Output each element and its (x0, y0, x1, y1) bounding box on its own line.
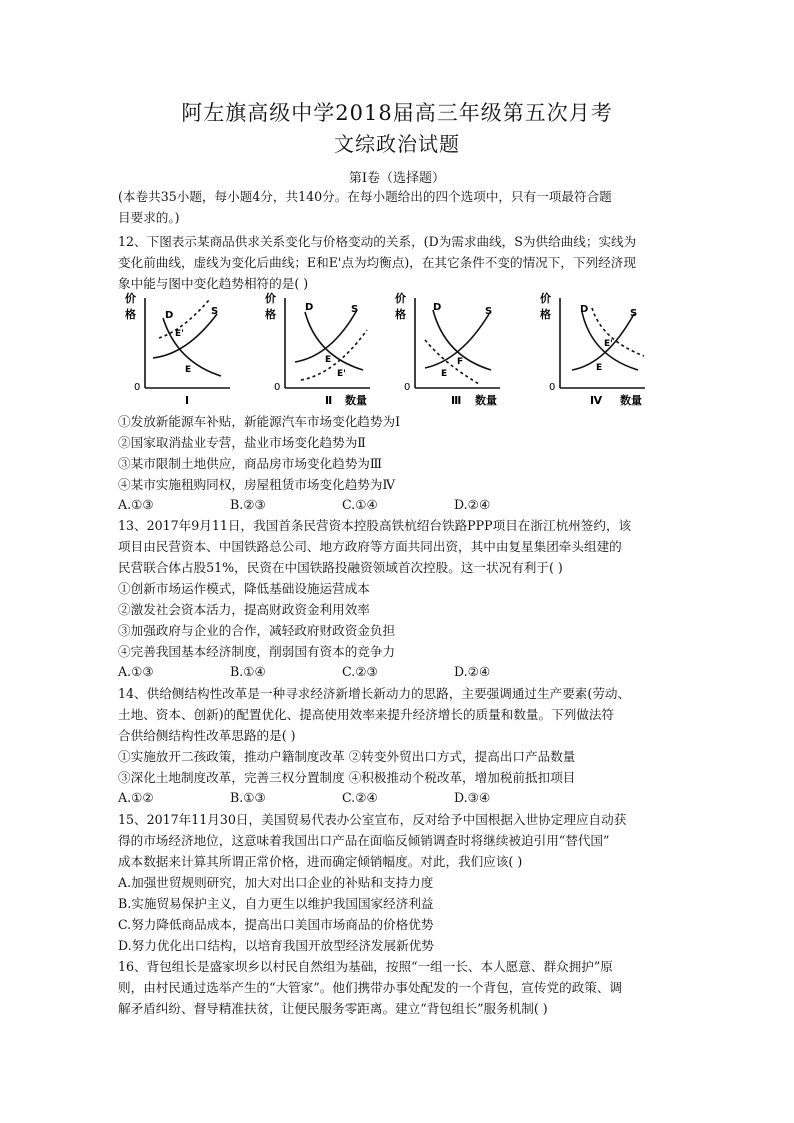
q16-stem-line-3: 解矛盾纠纷、督导精准扶贫，让便民服务零距离。建立“背包组长”服务机制( ) (118, 1001, 548, 1016)
q13-option-c[interactable]: C.②③ (342, 664, 378, 679)
q12-option-c[interactable]: C.①④ (342, 497, 378, 512)
chart-1-supply-curve (153, 314, 217, 358)
q14-stem-line-3: 合供给侧结构性改革思路的是( ) (118, 728, 296, 743)
q14-option-d[interactable]: D.③④ (454, 790, 491, 805)
q14-option-a[interactable]: A.①② (118, 790, 154, 805)
chart-1-d-label: D (165, 310, 174, 321)
q15-stem-line-2: 得的市场经济地位，这意味着我国出口产品在面临反倾销调查时将继续被迫引用“替代国” (118, 833, 610, 848)
q13-stem-line-1: 13、2017年9月11日，我国首条民营资本控股高铁杭绍台铁路PPP项目在浙江杭州签约，该 (118, 518, 632, 533)
q12-stem-line-2: 变化前曲线，虚线为变化后曲线；E和E'点为均衡点)，在其它条件不变的情况下，下列经济现 (118, 255, 636, 270)
q13-stem-line-2: 项目由民营资本、中国铁路总公司、地方政府等方面共同出资，其中由复星集团牵头组建的 (118, 539, 622, 554)
q16-stem-line-1: 16、背包组长是盛家坝乡以村民自然组为基础，按照“一组一长、本人愿意、群众拥护”原 (118, 959, 613, 974)
chart-3-ylabel-1: 价 (395, 292, 406, 305)
q14-statement-line-1: ①实施放开二孩政策，推动户籍制度改革 ②转变外贸出口方式，提高出口产品数量 (118, 749, 576, 764)
chart-1-e2-label: E' (175, 329, 184, 339)
chart-3-origin: 0 (404, 382, 411, 393)
q13-statement-3: ③加强政府与企业的合作，减轻政府财政资金负担 (118, 623, 396, 638)
chart-4-ylabel-1: 价 (540, 292, 551, 305)
chart-1-ylabel-2: 格 (125, 308, 136, 321)
chart-2-e2-label: E' (337, 369, 346, 379)
q14-option-b[interactable]: B.①③ (230, 790, 266, 805)
q13-statement-2: ②激发社会资本活力，提高财政资金利用效率 (118, 602, 370, 617)
chart-4-supply-curve (572, 314, 634, 370)
q12-statement-2: ②国家取消盐业专营，盐业市场变化趋势为Ⅱ (118, 435, 366, 450)
chart-1-roman: Ⅰ (185, 394, 190, 407)
chart-4-roman: Ⅳ (590, 394, 603, 407)
q13-stem-line-3: 民营联合体占股51%，民资在中国铁路投融资领域首次控股。这一状况有利于( ) (118, 560, 563, 575)
q14-statement-line-2: ③深化土地制度改革，完善三权分置制度 ④积极推动个税改革，增加税前抵扣项目 (118, 770, 576, 785)
chart-4-d-label: D (580, 304, 589, 315)
q13-option-a[interactable]: A.①③ (118, 664, 154, 679)
chart-3-e2-label: F (457, 357, 464, 367)
chart-2-e-label: E (325, 355, 332, 365)
q12-statement-4: ④某市实施租购同权，房屋租赁市场变化趋势为Ⅳ (118, 477, 396, 492)
instructions-line-1: (本卷共35小题，每小题4分，共140分。在每小题给出的四个选项中，只有一项最符合题 (118, 189, 612, 204)
chart-1-ylabel-1: 价 (125, 292, 136, 305)
q15-choice-a[interactable]: A.加强世贸规则研究，加大对出口企业的补贴和支持力度 (118, 875, 434, 890)
q14-option-c[interactable]: C.②④ (342, 790, 378, 805)
chart-4-s-label: S (630, 308, 638, 319)
q12-option-d[interactable]: D.②④ (454, 497, 491, 512)
q15-choice-b[interactable]: B.实施贸易保护主义，自力更生以维护我国国家经济利益 (118, 896, 434, 911)
chart-3-ylabel-2: 格 (395, 308, 406, 321)
chart-4-e-label: E (596, 363, 603, 373)
section-title: 第Ⅰ卷（选择题） (348, 171, 446, 186)
subject-title: 文综政治试题 (334, 132, 460, 156)
instructions-line-2: 目要求的。) (118, 210, 180, 225)
chart-2-d-label: D (305, 302, 314, 313)
chart-1-e-label: E (185, 365, 192, 375)
q16-stem-line-2: 则，由村民通过选举产生的“大管家”。他们携带办事处配发的一个背包，宣传党的政策、调 (118, 980, 623, 995)
school-exam-title: 阿左旗高级中学2018届高三年级第五次月考 (181, 101, 613, 125)
q13-statement-4: ④完善我国基本经济制度，削弱国有资本的竞争力 (118, 644, 396, 659)
q12-stem-line-1: 12、下图表示某商品供求关系变化与价格变动的关系，(D为需求曲线，S为供给曲线；实线为 (118, 234, 637, 249)
q14-stem-line-1: 14、供给侧结构性改革是一种寻求经济新增长新动力的思路，主要强调通过生产要素(劳动、 (118, 686, 631, 701)
chart-4-origin: 0 (549, 382, 556, 393)
chart-4-e2-label: E' (604, 339, 613, 349)
q12-statement-1: ①发放新能源车补贴，新能源汽车市场变化趋势为Ⅰ (118, 414, 401, 429)
chart-3-xlabel: 数量 (475, 394, 497, 407)
q15-choice-c[interactable]: C.努力降低商品成本，提高出口美国市场商品的价格优势 (118, 917, 434, 932)
chart-3 (395, 290, 505, 408)
q15-stem-line-1: 15、2017年11月30日，美国贸易代表办公室宣布，反对给予中国根据入世协定理应自动获 (118, 812, 627, 827)
q12-option-a[interactable]: A.①③ (118, 497, 154, 512)
q13-option-b[interactable]: B.①④ (230, 664, 266, 679)
chart-2-xlabel: 数量 (345, 394, 367, 407)
q15-choice-d[interactable]: D.努力优化出口结构，以培育我国开放型经济发展新优势 (118, 938, 434, 953)
q12-option-b[interactable]: B.②③ (230, 497, 266, 512)
chart-2-s-label: S (351, 304, 359, 315)
chart-2-origin: 0 (274, 382, 281, 393)
q14-stem-line-2: 土地、资本、创新)的配置优化、提高使用效率来提升经济增长的质量和数量。下列做法符 (118, 707, 615, 722)
q15-stem-line-3: 成本数据来计算其所谓正常价格，进而确定倾销幅度。对此，我们应该( ) (118, 854, 523, 869)
q12-stem-line-3: 象中能与图中变化趋势相符的是( ) (118, 276, 309, 291)
chart-1-origin: 0 (134, 382, 141, 393)
chart-4-xlabel: 数量 (620, 394, 642, 407)
chart-1 (125, 290, 235, 408)
chart-3-s-label: S (485, 306, 493, 317)
q13-statement-1: ①创新市场运作模式，降低基础设施运营成本 (118, 581, 370, 596)
chart-3-d-label: D (433, 302, 442, 313)
q12-statement-3: ③某市限制土地供应，商品房市场变化趋势为Ⅲ (118, 456, 383, 471)
chart-2 (265, 290, 375, 408)
chart-3-roman: Ⅲ (451, 394, 462, 407)
chart-4 (540, 290, 650, 408)
chart-2-roman: Ⅱ (325, 394, 333, 407)
chart-2-ylabel-2: 格 (265, 308, 276, 321)
chart-1-s-label: S (211, 306, 219, 317)
chart-3-e-label: E (441, 369, 448, 379)
chart-1-demand-curve (163, 318, 221, 376)
q13-option-d[interactable]: D.②④ (454, 664, 491, 679)
chart-2-ylabel-1: 价 (265, 292, 276, 305)
chart-4-ylabel-2: 格 (540, 308, 551, 321)
